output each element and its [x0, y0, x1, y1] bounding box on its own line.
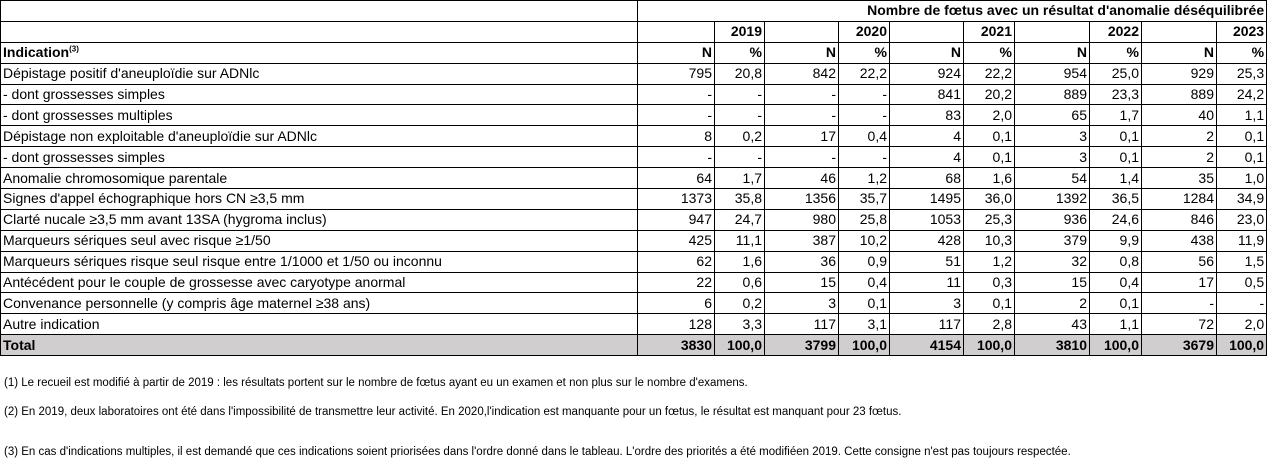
cell-n: 3810 [1015, 335, 1090, 356]
cell-pct: 10,2 [839, 230, 890, 251]
cell-n: - [765, 105, 839, 126]
cell-pct: 23,0 [1217, 209, 1267, 230]
empty-header-cell [1, 1, 638, 22]
cell-pct: 0,4 [839, 126, 890, 147]
cell-n: 2 [1015, 293, 1090, 314]
year-label-2021: 2021 [964, 21, 1015, 42]
cell-pct: 1,4 [1090, 168, 1142, 189]
cell-n: 4 [890, 147, 964, 168]
row-label: Signes d'appel échographique hors CN ≥3,5 mm [1, 189, 638, 210]
cell-pct: 1,7 [715, 168, 765, 189]
cell-n: 924 [890, 63, 964, 84]
cell-pct: 22,2 [964, 63, 1015, 84]
table-row [1, 147, 1267, 168]
cell-pct: 2,8 [964, 314, 1015, 335]
cell-n: 128 [638, 314, 715, 335]
row-label: Antécédent pour le couple de grossesse avec caryotype anormal [1, 272, 638, 293]
cell-n: - [638, 147, 715, 168]
cell-n: 8 [638, 126, 715, 147]
table-row [1, 189, 1267, 210]
cell-pct: 3,1 [839, 314, 890, 335]
cell-n: 4154 [890, 335, 964, 356]
cell-pct: 11,9 [1217, 230, 1267, 251]
table-row [1, 251, 1267, 272]
cell-n: 4 [890, 126, 964, 147]
cell-pct: 100,0 [1090, 335, 1142, 356]
cell-n: - [638, 105, 715, 126]
table-row [1, 230, 1267, 251]
year-label-2023: 2023 [1217, 21, 1267, 42]
table-body [1, 63, 1267, 355]
cell-pct: 0,1 [1217, 147, 1267, 168]
cell-n: 72 [1142, 314, 1217, 335]
cell-n: - [638, 84, 715, 105]
cell-pct: 10,3 [964, 230, 1015, 251]
cell-pct: 1,1 [1217, 105, 1267, 126]
row-label: - dont grossesses simples [1, 147, 638, 168]
cell-pct: 100,0 [715, 335, 765, 356]
cell-n: 425 [638, 230, 715, 251]
cell-n: 117 [765, 314, 839, 335]
cell-n: 3679 [1142, 335, 1217, 356]
cell-n: 842 [765, 63, 839, 84]
cell-n: 1392 [1015, 189, 1090, 210]
cell-n: 65 [1015, 105, 1090, 126]
cell-n: 46 [765, 168, 839, 189]
cell-pct: 35,7 [839, 189, 890, 210]
row-label: - dont grossesses multiples [1, 105, 638, 126]
cell-n: 11 [890, 272, 964, 293]
col-n-header: N [1142, 42, 1217, 63]
cell-n: 929 [1142, 63, 1217, 84]
cell-pct: 100,0 [1217, 335, 1267, 356]
cell-pct: 3,3 [715, 314, 765, 335]
cell-pct: 25,8 [839, 209, 890, 230]
cell-n: - [765, 84, 839, 105]
year-n-spacer [1015, 21, 1090, 42]
cell-n: 438 [1142, 230, 1217, 251]
cell-n: 17 [765, 126, 839, 147]
cell-n: 936 [1015, 209, 1090, 230]
row-label: Total [1, 335, 638, 356]
cell-n: 1495 [890, 189, 964, 210]
cell-n: 32 [1015, 251, 1090, 272]
cell-n: 22 [638, 272, 715, 293]
empty-header-cell [1, 21, 638, 42]
indication-label: Indication [3, 44, 70, 61]
indication-header [1, 42, 638, 63]
cell-n: 83 [890, 105, 964, 126]
cell-pct: 0,1 [964, 126, 1015, 147]
cell-pct: - [715, 147, 765, 168]
cell-n: 40 [1142, 105, 1217, 126]
col-pct-header: % [964, 42, 1015, 63]
year-label-2020: 2020 [839, 21, 890, 42]
cell-pct: 0,3 [964, 272, 1015, 293]
cell-n: 889 [1142, 84, 1217, 105]
cell-pct: 1,2 [839, 168, 890, 189]
cell-n: 15 [1015, 272, 1090, 293]
cell-n: - [765, 147, 839, 168]
year-n-spacer [638, 21, 715, 42]
cell-n: 1053 [890, 209, 964, 230]
cell-pct: - [839, 147, 890, 168]
col-n-header: N [1015, 42, 1090, 63]
cell-pct: 0,9 [839, 251, 890, 272]
cell-n: 3830 [638, 335, 715, 356]
cell-pct: 35,8 [715, 189, 765, 210]
group-title: Nombre de fœtus avec un résultat d'anomalie déséquilibrée [638, 1, 1267, 22]
cell-pct: 22,2 [839, 63, 890, 84]
cell-n: 3 [1015, 126, 1090, 147]
group-header-row [1, 1, 1267, 22]
col-pct-header: % [839, 42, 890, 63]
cell-pct: 1,6 [964, 168, 1015, 189]
table-row [1, 126, 1267, 147]
cell-pct: 0,1 [964, 147, 1015, 168]
indication-footnote-ref: (3) [69, 44, 79, 54]
cell-n: 35 [1142, 168, 1217, 189]
col-n-header: N [638, 42, 715, 63]
table-row [1, 209, 1267, 230]
cell-pct: 34,9 [1217, 189, 1267, 210]
cell-pct: 2,0 [964, 105, 1015, 126]
year-n-spacer [890, 21, 964, 42]
cell-pct: 0,8 [1090, 251, 1142, 272]
cell-n: 64 [638, 168, 715, 189]
cell-n: 56 [1142, 251, 1217, 272]
cell-pct: - [839, 84, 890, 105]
row-label: Dépistage non exploitable d'aneuploïdie sur ADNlc [1, 126, 638, 147]
cell-n: 954 [1015, 63, 1090, 84]
cell-n: 36 [765, 251, 839, 272]
cell-n: 2 [1142, 126, 1217, 147]
cell-pct: 100,0 [839, 335, 890, 356]
cell-pct: 25,0 [1090, 63, 1142, 84]
cell-pct: 0,6 [715, 272, 765, 293]
row-label: Marqueurs sériques risque seul risque entre 1/1000 et 1/50 ou inconnu [1, 251, 638, 272]
cell-n: 980 [765, 209, 839, 230]
row-label: Dépistage positif d'aneuploïdie sur ADNlc [1, 63, 638, 84]
cell-pct: 2,0 [1217, 314, 1267, 335]
cell-pct: 0,1 [964, 293, 1015, 314]
table-row [1, 105, 1267, 126]
year-label-2019: 2019 [715, 21, 765, 42]
cell-n: 68 [890, 168, 964, 189]
cell-n: 889 [1015, 84, 1090, 105]
year-n-spacer [765, 21, 839, 42]
cell-pct: 36,0 [964, 189, 1015, 210]
col-pct-header: % [1090, 42, 1142, 63]
cell-n: 117 [890, 314, 964, 335]
cell-n: 3 [765, 293, 839, 314]
cell-n: 1284 [1142, 189, 1217, 210]
row-label: Autre indication [1, 314, 638, 335]
year-n-spacer [1142, 21, 1217, 42]
cell-n: 846 [1142, 209, 1217, 230]
col-n-header: N [765, 42, 839, 63]
footnote-1: (1) Le recueil est modifié à partir de 2019 : les résultats portent sur le nombre de fœtus ayant eu un examen et non plus sur le nombre d'examens. [4, 377, 748, 389]
row-label: Marqueurs sériques seul avec risque ≥1/50 [1, 230, 638, 251]
cell-n: 387 [765, 230, 839, 251]
year-header-row [1, 21, 1267, 42]
cell-pct: 11,1 [715, 230, 765, 251]
cell-pct: 9,9 [1090, 230, 1142, 251]
cell-pct: - [839, 105, 890, 126]
row-label: - dont grossesses simples [1, 84, 638, 105]
cell-pct: 23,3 [1090, 84, 1142, 105]
cell-n: 379 [1015, 230, 1090, 251]
cell-n: 2 [1142, 147, 1217, 168]
cell-pct: 1,6 [715, 251, 765, 272]
cell-pct: 0,2 [715, 293, 765, 314]
cell-n: 1373 [638, 189, 715, 210]
cell-n: 947 [638, 209, 715, 230]
cell-n: 3 [1015, 147, 1090, 168]
cell-n: 43 [1015, 314, 1090, 335]
col-n-header: N [890, 42, 964, 63]
table-row [1, 293, 1267, 314]
footnote-3: (3) En cas d'indications multiples, il est demandé que ces indications soient priorisées dans l'ordre donné dans le tableau. L'ordre des priorités a été modifiéen 2019. Cette consigne n'est pas toujours respectée. [4, 446, 1071, 458]
col-pct-header: % [715, 42, 765, 63]
year-label-2022: 2022 [1090, 21, 1142, 42]
cell-n: 1356 [765, 189, 839, 210]
table-row [1, 84, 1267, 105]
cell-pct: 20,8 [715, 63, 765, 84]
row-label: Clarté nucale ≥3,5 mm avant 13SA (hygroma inclus) [1, 209, 638, 230]
cell-pct: 25,3 [964, 209, 1015, 230]
cell-pct: 0,1 [1090, 293, 1142, 314]
cell-pct: 24,2 [1217, 84, 1267, 105]
cell-pct: 1,1 [1090, 314, 1142, 335]
cell-pct: 20,2 [964, 84, 1015, 105]
cell-pct: 24,7 [715, 209, 765, 230]
cell-pct: 0,4 [839, 272, 890, 293]
cell-pct: 0,1 [1090, 147, 1142, 168]
table-row [1, 168, 1267, 189]
cell-pct: 1,5 [1217, 251, 1267, 272]
col-pct-header: % [1217, 42, 1267, 63]
cell-pct: - [1217, 293, 1267, 314]
cell-n: 51 [890, 251, 964, 272]
cell-n: - [1142, 293, 1217, 314]
cell-pct: - [715, 105, 765, 126]
row-label: Anomalie chromosomique parentale [1, 168, 638, 189]
cell-n: 54 [1015, 168, 1090, 189]
cell-pct: 0,5 [1217, 272, 1267, 293]
cell-n: 3799 [765, 335, 839, 356]
cell-n: 62 [638, 251, 715, 272]
cell-n: 841 [890, 84, 964, 105]
cell-n: 15 [765, 272, 839, 293]
cell-pct: 0,1 [839, 293, 890, 314]
column-header-row [1, 42, 1267, 63]
table-row [1, 63, 1267, 84]
row-label: Convenance personnelle (y compris âge maternel ≥38 ans) [1, 293, 638, 314]
cell-pct: 24,6 [1090, 209, 1142, 230]
cell-pct: 0,1 [1090, 126, 1142, 147]
cell-n: 17 [1142, 272, 1217, 293]
table-row [1, 314, 1267, 335]
cell-n: 428 [890, 230, 964, 251]
total-row [1, 335, 1267, 356]
cell-n: 795 [638, 63, 715, 84]
cell-pct: 25,3 [1217, 63, 1267, 84]
cell-pct: - [715, 84, 765, 105]
cell-pct: 0,2 [715, 126, 765, 147]
cell-pct: 100,0 [964, 335, 1015, 356]
cell-pct: 1,7 [1090, 105, 1142, 126]
cell-pct: 0,4 [1090, 272, 1142, 293]
cell-pct: 0,1 [1217, 126, 1267, 147]
cell-pct: 1,0 [1217, 168, 1267, 189]
cell-pct: 1,2 [964, 251, 1015, 272]
cell-n: 6 [638, 293, 715, 314]
cell-n: 3 [890, 293, 964, 314]
table-row [1, 272, 1267, 293]
footnote-2: (2) En 2019, deux laboratoires ont été dans l'impossibilité de transmettre leur activité. En 2020,l'indication est manquante pour un fœtus, le résultat est manquant pour 23 fœtus. [4, 406, 902, 418]
cell-pct: 36,5 [1090, 189, 1142, 210]
